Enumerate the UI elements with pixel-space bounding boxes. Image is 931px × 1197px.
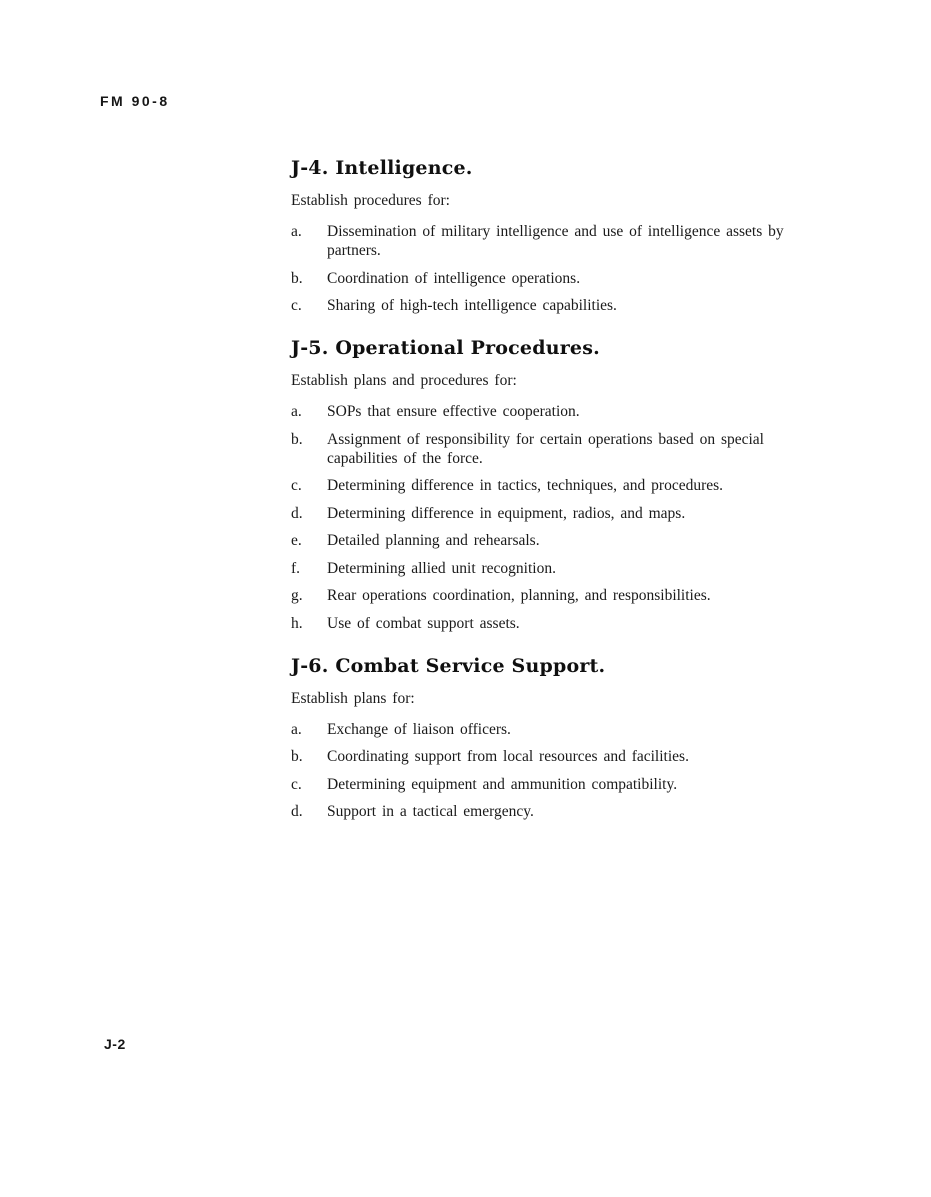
list-item-letter: c.	[291, 775, 302, 793]
list-item-text: Rear operations coordination, planning, and responsibilities.	[327, 587, 711, 604]
list-item-text: Use of combat support assets.	[327, 614, 520, 632]
page-number: J-2	[104, 1036, 126, 1052]
section	[291, 157, 799, 315]
list-item	[291, 775, 799, 794]
list-item-letter: e.	[291, 532, 302, 549]
list-item-letter: c.	[291, 477, 302, 494]
list-item-letter: b.	[291, 748, 303, 765]
list-item	[291, 296, 799, 315]
section-intro: Establish procedures for:	[291, 192, 450, 209]
list-item-letter: d.	[291, 504, 303, 522]
list-item-text: Exchange of liaison officers.	[327, 720, 511, 738]
list-item-letter: c.	[291, 297, 302, 314]
list-item	[291, 802, 799, 821]
list-item-text: Determining difference in equipment, radios, and maps.	[327, 504, 686, 522]
document-header: FM 90-8	[100, 93, 170, 109]
list-item-text: Support in a tactical emergency.	[327, 803, 534, 820]
list-item-text: Detailed planning and rehearsals.	[327, 532, 540, 549]
list-item	[291, 747, 799, 766]
list-item-text: Coordinating support from local resources and facilities.	[327, 748, 689, 765]
list-item	[291, 269, 799, 288]
list-item-letter: b.	[291, 269, 303, 287]
list-item	[291, 720, 799, 739]
list-item	[291, 559, 799, 578]
list-item-text: Determining equipment and ammunition compatibility.	[327, 775, 678, 793]
list-item	[291, 402, 799, 421]
list-item-text: Assignment of responsibility for certain operations based on special capabilities of the force.	[327, 430, 764, 467]
list-item	[291, 430, 799, 468]
list-item-text: Determining difference in tactics, techniques, and procedures.	[327, 477, 724, 494]
list-item-letter: g.	[291, 587, 303, 604]
list-item	[291, 614, 799, 633]
list-item	[291, 504, 799, 523]
list-item-text: Sharing of high-tech intelligence capabilities.	[327, 297, 617, 314]
list-item-letter: f.	[291, 559, 301, 577]
list-item-text: SOPs that ensure effective cooperation.	[327, 403, 580, 420]
list-item-letter: d.	[291, 803, 303, 820]
list-item-letter: h.	[291, 614, 303, 632]
list-item	[291, 586, 799, 605]
list-item-text: Determining allied unit recognition.	[327, 559, 556, 577]
section	[291, 655, 799, 822]
section-heading: J-6. Combat Service Support.	[291, 654, 606, 677]
section-intro: Establish plans and procedures for:	[291, 372, 517, 389]
list-item	[291, 476, 799, 495]
document-body	[291, 153, 799, 830]
section-heading: J-5. Operational Procedures.	[291, 337, 600, 359]
list-item-letter: a.	[291, 223, 302, 240]
section-heading: J-4. Intelligence.	[291, 157, 473, 179]
section	[291, 337, 799, 633]
list-item-letter: a.	[291, 720, 302, 738]
list-item	[291, 531, 799, 550]
section-intro: Establish plans for:	[291, 689, 415, 707]
list-item-letter: b.	[291, 430, 303, 448]
list-item-letter: a.	[291, 403, 302, 420]
list-item-text: Coordination of intelligence operations.	[327, 269, 581, 287]
list-item-text: Dissemination of military intelligence and use of intelligence assets by partners.	[327, 223, 784, 259]
list-item	[291, 222, 799, 260]
